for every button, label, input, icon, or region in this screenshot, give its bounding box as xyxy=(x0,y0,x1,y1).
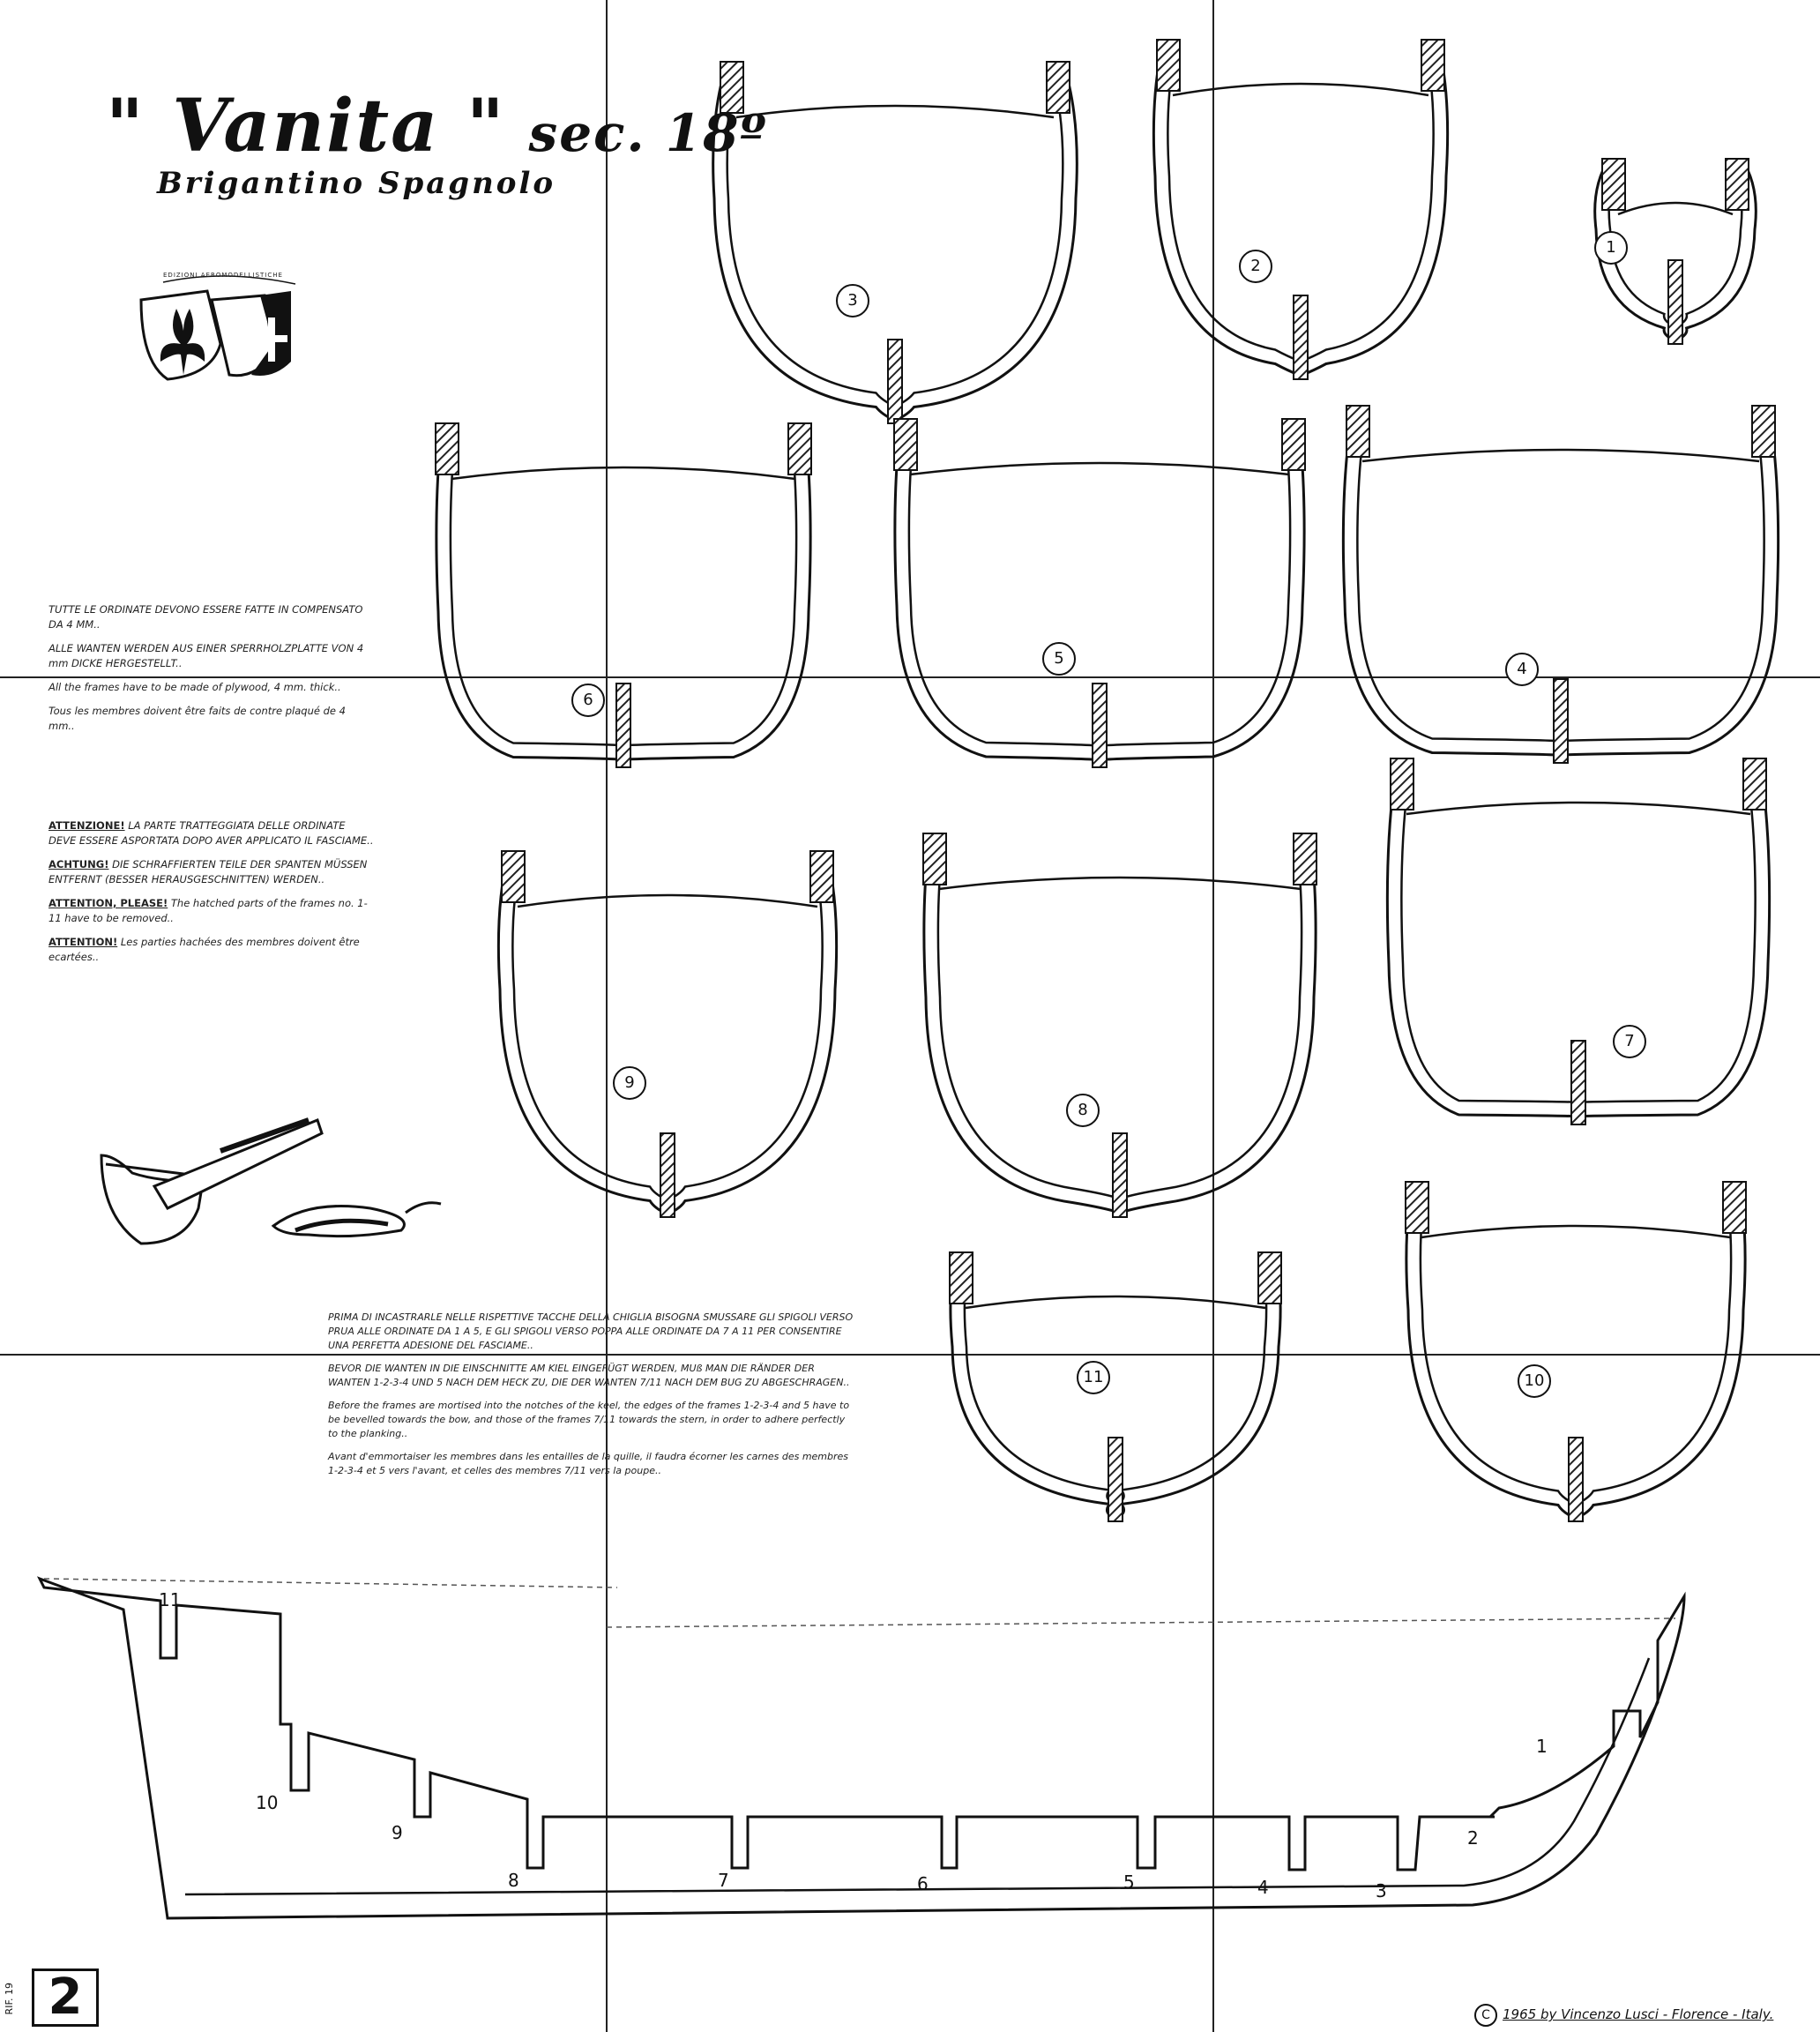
bevel-note-fr: Avant d'emmortaiser les membres dans les entailles de la quille, il faudra écorner les carnes des membres 1-2-3-4 et 5 vers l'avant, et celles des membres 7/11 vers la poupe.. xyxy=(328,1451,849,1476)
emblem xyxy=(141,276,295,379)
keel-slot-1: 1 xyxy=(1536,1736,1548,1757)
frame-9-outline xyxy=(498,851,836,1217)
keel-slot-4: 4 xyxy=(1257,1877,1269,1898)
frame-label-11: 11 xyxy=(1077,1361,1110,1394)
frame-label-1: 1 xyxy=(1594,231,1628,265)
material-notes xyxy=(48,602,375,743)
frame-6-outline xyxy=(436,423,811,767)
warning-note-de: ACHTUNG! DIE SCHRAFFIERTEN TEILE DER SPANTEN MÜSSEN ENTFERNT (BESSER HERAUSGESCHNITTEN) WERDEN.. xyxy=(48,858,368,885)
bevel-note-de: BEVOR DIE WANTEN IN DIE EINSCHNITTE AM KIEL EINGEFÜGT WERDEN, MUß MAN DIE RÄNDER DER WANTEN 1-2-3-4 UND 5 NACH DEM HECK ZU, DIE DER WANTEN 7/11 NACH DEM BUG ZU ABGESCHRAGEN.. xyxy=(328,1363,850,1388)
frame-2-outline xyxy=(1153,40,1447,379)
keel-slot-7: 7 xyxy=(718,1870,729,1891)
copyright-icon: C xyxy=(1474,2004,1497,2027)
emblem-text: EDIZIONI AEROMODELLISTICHE xyxy=(163,272,283,279)
copyright-text: 1965 by Vincenzo Lusci - Florence - Italy. xyxy=(1503,2006,1774,2022)
keel-profile xyxy=(40,1579,1684,1918)
frame-5-outline xyxy=(894,419,1305,767)
frame-3-outline xyxy=(713,62,1078,423)
plan-subtitle: Brigantino Spagnolo xyxy=(157,166,556,201)
sheet-number: 2 xyxy=(32,1968,99,2027)
frame-7-outline xyxy=(1387,758,1769,1124)
frame-11-outline xyxy=(950,1252,1281,1521)
material-note-en: All the frames have to be made of plywood, 4 mm. thick.. xyxy=(48,681,341,693)
ref-code: RIF. 19 xyxy=(4,1983,15,2015)
sheer-line xyxy=(44,1579,617,1588)
keel-slot-8: 8 xyxy=(508,1870,519,1891)
material-note-de: ALLE WANTEN WERDEN AUS EINER SPERRHOLZPLATTE VON 4 mm DICKE HERGESTELLT.. xyxy=(48,642,364,669)
century-label: sec. 18º xyxy=(528,103,768,163)
material-note-it: TUTTE LE ORDINATE DEVONO ESSERE FATTE IN COMPENSATO DA 4 MM.. xyxy=(48,603,363,631)
keel-slot-2: 2 xyxy=(1467,1827,1479,1849)
warning-notes xyxy=(48,818,375,974)
frame-label-7: 7 xyxy=(1613,1025,1646,1058)
bevel-notes xyxy=(328,1311,857,1487)
keel-slot-6: 6 xyxy=(917,1873,929,1894)
warning-note-en: ATTENTION, PLEASE! The hatched parts of the frames no. 1-11 have to be removed.. xyxy=(48,897,368,924)
bevel-note-it: PRIMA DI INCASTRARLE NELLE RISPETTIVE TACCHE DELLA CHIGLIA BISOGNA SMUSSARE GLI SPIGOLI VERSO PRUA ALLE ORDINATE DA 1 A 5, E GLI SPIGOLI VERSO POPPA ALLE ORDINATE DA 7 A 11 PER CONSENTIRE UNA PERFETTA ADESIONE DEL FASCIAME.. xyxy=(328,1311,854,1351)
frame-label-6: 6 xyxy=(571,684,605,717)
frames-layer xyxy=(436,40,1779,1521)
warning-note-it: ATTENZIONE! LA PARTE TRATTEGGIATA DELLE ORDINATE DEVE ESSERE ASPORTATA DOPO AVER APPLICATO IL FASCIAME.. xyxy=(48,819,374,847)
frame-8-outline xyxy=(923,833,1317,1217)
frame-label-4: 4 xyxy=(1505,653,1539,686)
plan-title xyxy=(106,84,768,168)
keel-outline xyxy=(40,1579,1684,1918)
keel-inner-line xyxy=(185,1658,1649,1894)
frame-10-outline xyxy=(1406,1182,1746,1521)
frame-label-3: 3 xyxy=(836,284,869,318)
keel-slot-3: 3 xyxy=(1376,1880,1387,1901)
keel-slot-5: 5 xyxy=(1123,1871,1135,1893)
material-note-fr: Tous les membres doivent être faits de contre plaqué de 4 mm.. xyxy=(48,705,346,732)
frame-4-outline xyxy=(1343,406,1778,763)
frame-label-5: 5 xyxy=(1042,642,1076,676)
ship-name: " Vanita " xyxy=(106,84,506,168)
keel-slot-11: 11 xyxy=(159,1589,182,1610)
frame-label-8: 8 xyxy=(1066,1094,1100,1127)
sanding-tool-sketch xyxy=(101,1120,441,1244)
keel-slot-9: 9 xyxy=(392,1822,403,1843)
bevel-note-en: Before the frames are mortised into the notches of the keel, the edges of the frames 1-2-3-4 and 5 have to be bevelled towards the bow, and those of the frames 7/11 towards the stern, in order to adhere perfectly to the planking.. xyxy=(328,1400,850,1439)
keel-slot-10: 10 xyxy=(256,1792,279,1813)
copyright xyxy=(1474,2004,1773,2027)
warning-note-fr: ATTENTION! Les parties hachées des membres doivent être ecartées.. xyxy=(48,936,360,963)
deck-dashed-line xyxy=(607,1618,1675,1627)
frame-label-2: 2 xyxy=(1239,250,1272,283)
frame-label-9: 9 xyxy=(613,1066,646,1100)
frame-label-10: 10 xyxy=(1518,1364,1551,1398)
